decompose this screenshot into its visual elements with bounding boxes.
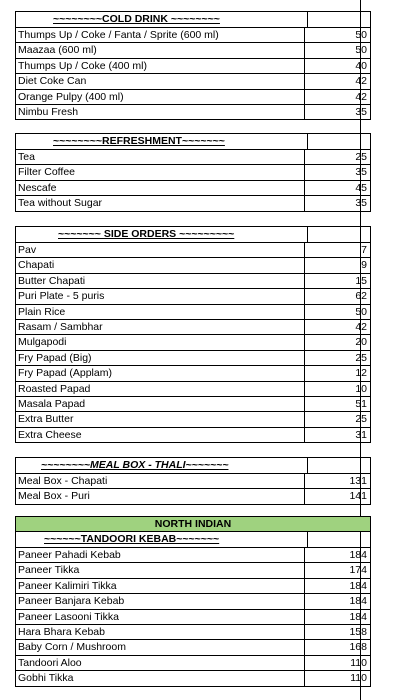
menu-item [16,258,370,273]
item-price: 51 [304,397,370,411]
item-name: Paneer Banjara Kebab [18,595,125,608]
item-name: Extra Butter [18,413,74,426]
menu-item [16,474,370,489]
menu-item [16,105,370,120]
item-price: 184 [304,548,370,562]
item-name: Tea [18,151,35,163]
section-header [16,134,370,150]
menu-item [16,579,370,594]
item-name: Meal Box - Chapati [18,475,108,487]
cuisine-band: NORTH INDIAN [16,517,370,532]
price-column-header [307,134,370,149]
item-name: Diet Coke Can [18,75,87,88]
item-name: Baby Corn / Mushroom [18,641,126,654]
price-column-header [307,227,370,242]
menu-item [16,366,370,381]
menu-item [16,150,370,165]
refreshment-section [15,133,371,212]
item-price: 42 [304,74,370,88]
section-title: ~~~~~~TANDOORI KEBAB~~~~~~~ [44,533,220,545]
item-price: 42 [304,320,370,334]
menu-item [16,181,370,196]
item-name: Paneer Kalimiri Tikka [18,579,117,592]
menu-item [16,428,370,443]
item-price: 9 [304,258,370,272]
item-price: 7 [304,243,370,257]
item-name: Masala Papad [18,397,86,410]
item-price: 25 [304,150,370,164]
menu-item [16,563,370,578]
menu-item [16,640,370,655]
section-header [16,227,370,243]
item-name: Thumps Up / Coke / Fanta / Sprite (600 ml) [18,29,219,41]
item-name: Pav [18,244,37,256]
item-price: 50 [304,28,370,42]
item-price: 168 [304,640,370,654]
menu-item [16,305,370,320]
menu-item [16,274,370,289]
item-price: 25 [304,351,370,365]
north-indian-section [15,516,371,687]
menu-item [16,594,370,609]
item-price: 62 [304,289,370,303]
menu-item [16,671,370,686]
item-price: 184 [304,579,370,593]
item-price: 35 [304,165,370,179]
item-price: 131 [304,474,370,488]
item-price: 110 [304,656,370,670]
price-column-header [307,532,370,547]
item-name: Nescafe [18,181,57,194]
menu-item [16,196,370,211]
menu-item [16,548,370,563]
cold-drink-section [15,11,371,120]
item-name: Puri Plate - 5 puris [18,290,105,303]
item-price: 35 [304,105,370,119]
item-name: Plain Rice [18,305,66,318]
menu-item [16,74,370,89]
menu-item [16,382,370,397]
menu-item [16,320,370,335]
item-price: 42 [304,90,370,104]
item-name: Roasted Papad [18,382,91,395]
menu-item [16,90,370,105]
menu-item [16,165,370,180]
item-price: 40 [304,59,370,73]
menu-item [16,412,370,427]
menu-item [16,656,370,671]
item-name: Hara Bhara Kebab [18,625,105,638]
menu-item [16,351,370,366]
item-name: Tandoori Aloo [18,656,82,669]
item-price: 15 [304,274,370,288]
item-name: Paneer Lasooni Tikka [18,610,119,623]
item-name: Thumps Up / Coke (400 ml) [18,59,147,72]
item-price: 50 [304,43,370,57]
menu-item [16,59,370,74]
item-price: 25 [304,412,370,426]
item-price: 141 [304,489,370,503]
item-price: 12 [304,366,370,380]
section-title: ~~~~~~~~REFRESHMENT~~~~~~~ [53,135,225,147]
item-price: 35 [304,196,370,210]
menu-item [16,43,370,58]
item-name: Rasam / Sambhar [18,320,103,333]
item-price: 110 [304,671,370,685]
item-name: Fry Papad (Applam) [18,367,112,380]
item-name: Meal Box - Puri [18,490,90,503]
section-title: ~~~~~~~ SIDE ORDERS ~~~~~~~~~ [58,228,235,240]
item-name: Extra Cheese [18,428,82,441]
section-header [16,12,370,28]
item-price: 158 [304,625,370,639]
menu-item [16,335,370,350]
item-name: Gobhi Tikka [18,672,74,685]
item-price: 45 [304,181,370,195]
item-price: 10 [304,382,370,396]
item-name: Filter Coffee [18,166,75,179]
item-name: Nimbu Fresh [18,105,79,118]
section-title: ~~~~~~~~COLD DRINK ~~~~~~~~ [53,13,220,25]
item-name: Butter Chapati [18,274,86,287]
item-name: Paneer Pahadi Kebab [18,549,121,561]
section-header [16,458,370,474]
item-price: 50 [304,305,370,319]
side-orders-section [15,226,371,443]
item-name: Orange Pulpy (400 ml) [18,90,124,103]
item-name: Maazaa (600 ml) [18,44,97,57]
menu-item [16,397,370,412]
menu-item [16,610,370,625]
item-price: 184 [304,594,370,608]
menu-item [16,489,370,504]
item-price: 31 [304,428,370,442]
menu-item [16,243,370,258]
menu-item [16,28,370,43]
item-name: Mulgapodi [18,336,67,349]
item-price: 184 [304,610,370,624]
meal-box-section [15,457,371,505]
price-column-header [307,458,370,473]
item-price: 20 [304,335,370,349]
section-title: ~~~~~~~~MEAL BOX - THALI~~~~~~~ [41,459,229,471]
item-name: Fry Papad (Big) [18,351,92,364]
section-header [16,532,370,548]
item-price: 174 [304,563,370,577]
item-name: Chapati [18,259,55,272]
item-name: Tea without Sugar [18,197,103,210]
menu-item [16,289,370,304]
price-column-header [307,12,370,27]
menu-item [16,625,370,640]
item-name: Paneer Tikka [18,564,80,577]
